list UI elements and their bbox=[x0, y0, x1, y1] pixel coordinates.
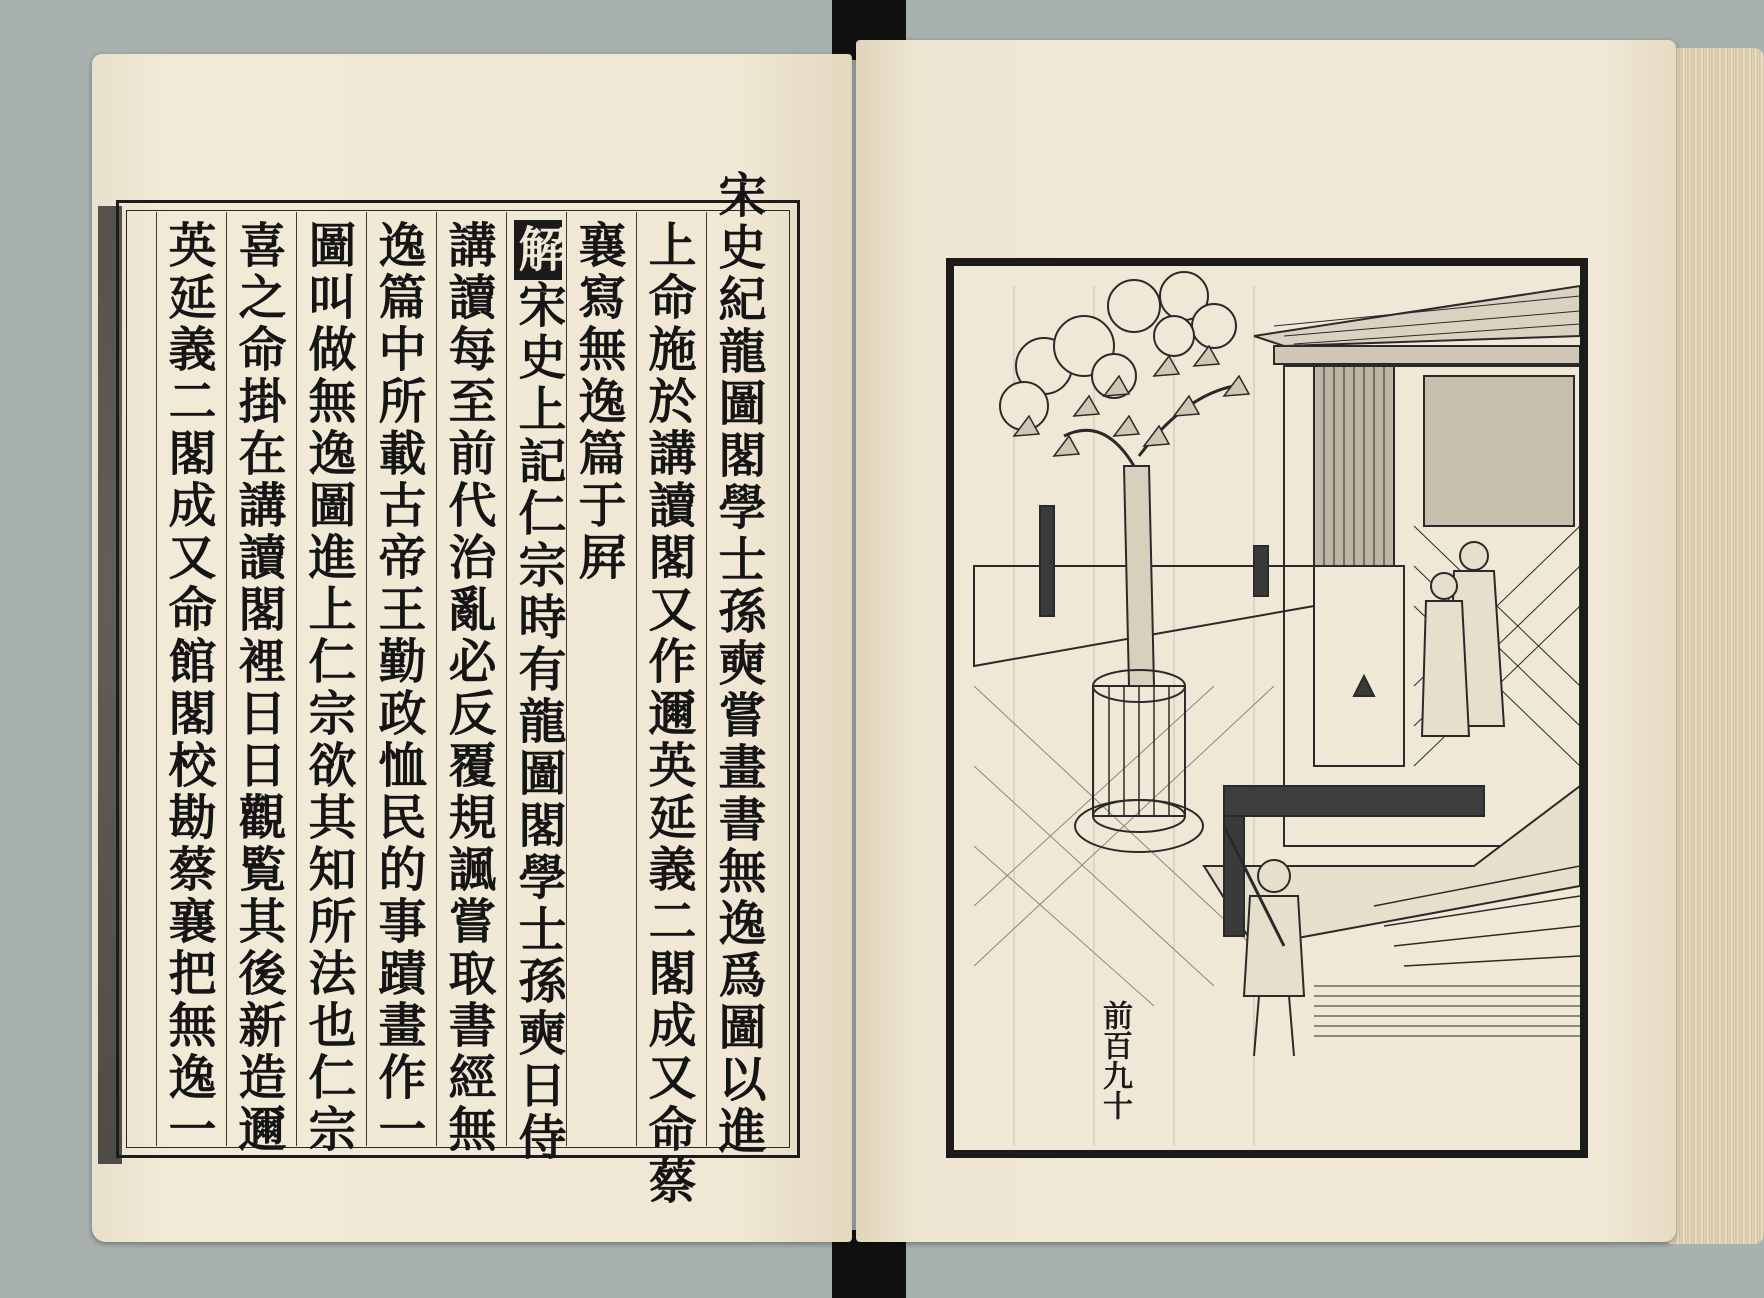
column-rule bbox=[436, 212, 437, 1146]
text-column-6: 逸篇中所載古帝王勤政恤民的事蹟畫作一 bbox=[370, 220, 426, 1156]
column-rule bbox=[636, 212, 637, 1146]
text-column-4-body: 宋史上記仁宗時有龍圖閣學士孫奭日侍 bbox=[510, 280, 566, 1164]
column-rule bbox=[506, 212, 507, 1146]
text-column-4 bbox=[510, 220, 566, 1164]
column-rule bbox=[226, 212, 227, 1146]
column-rule bbox=[366, 212, 367, 1146]
text-column-1: 宋史紀龍圖閣學士孫奭嘗畫書無逸爲圖以進 bbox=[710, 170, 766, 1158]
folio-page-number: 前百九十 bbox=[1097, 1000, 1132, 1120]
column-rule bbox=[566, 212, 567, 1146]
column-rule bbox=[296, 212, 297, 1146]
column-rule bbox=[156, 212, 157, 1146]
illustration-drawing bbox=[954, 266, 1580, 1150]
text-column-5: 講讀每至前代治亂必反覆規諷嘗取書經無 bbox=[440, 220, 496, 1156]
text-column-3: 襄寫無逸篇于屛 bbox=[570, 220, 626, 584]
annotation-marker: 解 bbox=[514, 220, 562, 280]
text-column-8: 喜之命掛在講讀閣裡日日觀覧其後新造邇 bbox=[230, 220, 286, 1156]
text-column-2: 上命施於講讀閣又作邇英延義二閣成又命蔡 bbox=[640, 220, 696, 1208]
text-column-9: 英延義二閣成又命館閣校勘蔡襄把無逸一 bbox=[160, 220, 216, 1156]
woodblock-illustration bbox=[946, 258, 1588, 1158]
text-column-7: 圖叫做無逸圖進上仁宗欲其知所法也仁宗 bbox=[300, 220, 356, 1156]
page-edges bbox=[1668, 48, 1764, 1244]
column-rule bbox=[706, 212, 707, 1146]
